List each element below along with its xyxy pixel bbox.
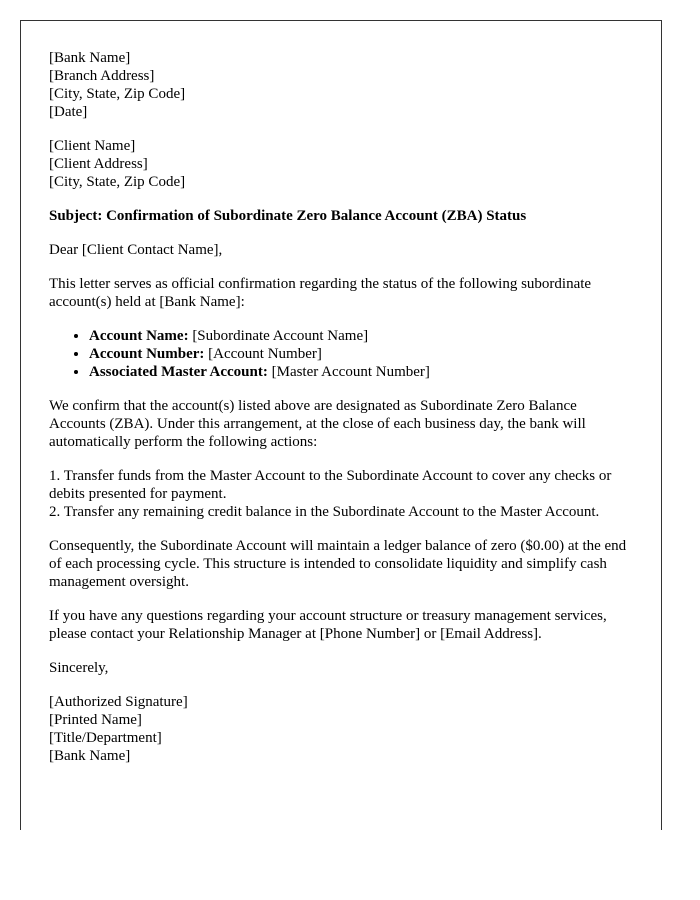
account-number-label: Account Number: <box>89 346 205 362</box>
recipient-line: [Client Name] <box>49 138 136 154</box>
date-line: [Date] <box>49 104 88 120</box>
signature-line: [Bank Name] <box>49 748 131 764</box>
master-account-value: [Master Account Number] <box>267 364 430 380</box>
recipient-line: [City, State, Zip Code] <box>49 174 186 190</box>
account-name-value: [Subordinate Account Name] <box>188 328 369 344</box>
account-number-value: [Account Number] <box>204 346 322 362</box>
master-account-label: Associated Master Account: <box>89 364 268 380</box>
subject-line: Subject: Confirmation of Subordinate Zero Balance Account (ZBA) Status <box>49 208 527 224</box>
list-item <box>89 345 634 363</box>
account-list <box>49 327 634 381</box>
salutation: Dear [Client Contact Name], <box>49 242 223 258</box>
signature-block <box>49 693 634 765</box>
signature-line: [Authorized Signature] <box>49 694 188 710</box>
recipient-line: [Client Address] <box>49 156 148 172</box>
actions-block <box>49 467 634 521</box>
list-item <box>89 363 634 381</box>
signature-line: [Printed Name] <box>49 712 142 728</box>
intro-paragraph: This letter serves as official confirmation regarding the status of the following subordinate account(s) held at [Bank Name]: <box>49 276 592 310</box>
sender-block <box>49 49 634 121</box>
list-item <box>89 327 634 345</box>
contact-paragraph: If you have any questions regarding your account structure or treasury management services, please contact your Relationship Manager at [Phone Number] or [Email Address]. <box>49 608 607 642</box>
account-name-label: Account Name: <box>89 328 189 344</box>
action-item: 1. Transfer funds from the Master Account to the Subordinate Account to cover any checks or debits presented for payment. <box>49 468 612 502</box>
sender-line: [City, State, Zip Code] <box>49 86 186 102</box>
confirm-paragraph: We confirm that the account(s) listed above are designated as Subordinate Zero Balance Accounts (ZBA). Under this arrangement, at the close of each business day, the bank will automatically perform the following actions: <box>49 398 586 450</box>
signature-line: [Title/Department] <box>49 730 162 746</box>
closing: Sincerely, <box>49 660 109 676</box>
recipient-block <box>49 137 634 191</box>
action-item: 2. Transfer any remaining credit balance in the Subordinate Account to the Master Account. <box>49 504 600 520</box>
letter-page <box>20 20 662 830</box>
consequence-paragraph: Consequently, the Subordinate Account will maintain a ledger balance of zero ($0.00) at the end of each processing cycle. This structure is intended to consolidate liquidity and simplify cash management oversight. <box>49 538 627 590</box>
sender-line: [Branch Address] <box>49 68 155 84</box>
sender-line: [Bank Name] <box>49 50 131 66</box>
